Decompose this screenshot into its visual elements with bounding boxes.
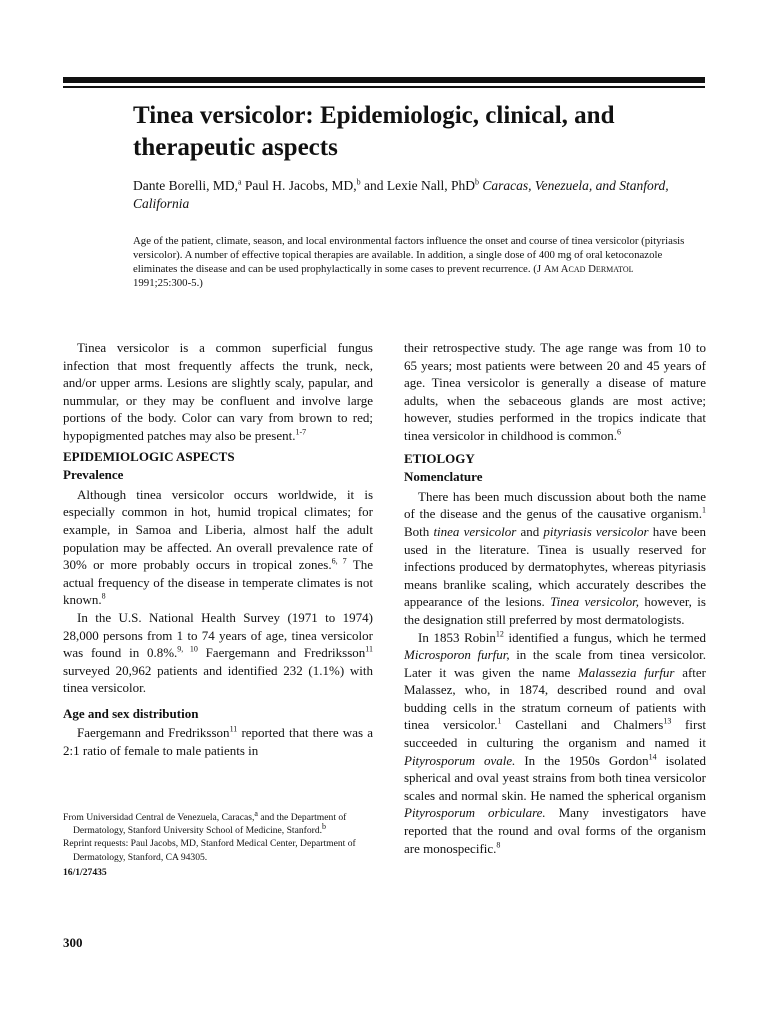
subheading-age-sex: Age and sex distribution [63,705,199,721]
abstract: Age of the patient, climate, season, and local environmental factors influence the onset and course of tinea versicolor (pityriasis versicolor). A number of effective topical therapies are available. In addition, a single dose of 400 mg of oral ketoconazole eliminates the disease and can be used prophylactically in some cases to prevent recurrence. (J Am Acad Dermatol 1991;25:300-5.) [133,235,685,289]
subheading-prevalence: Prevalence [63,467,124,483]
paragraph: There has been much discussion about both the name of the disease and the genus of the causative organism.$^1$ Both tinea versicolor and pityriasis versicolor have been used in the literature. Tinea is usually reserved for infections produced by dermatophytes, whereas pityriasis means branlike scaling, which accurately describes the appearance of the lesions. Tinea versicolor, however, is the designation still preferred by most dermatologists. [404,488,706,627]
journal-abbrev: Am Acad Dermatol [543,263,634,275]
section-heading-etiology: ETIOLOGY [404,450,475,466]
header-rule-thick [63,77,705,83]
article-code: 16/1/27435 [63,866,107,878]
paragraph: their retrospective study. The age range was from 10 to 65 years; most patients were between 20 and 45 years of age. Tinea versicolor is generally a disease of mature adults, when the sebaceous glands are most active; however, studies performed in the tropics indicate that tinea versicolor in childhood is common.$^6$ [404,340,706,443]
author-affiliation: Caracas, Venezuela, and Stanford, California [133,178,669,211]
paragraph: Although tinea versicolor occurs worldwide, it is especially common in hot, humid tropical climates; for example, in Samoa and Liberia, almost half the adult population may be affected. An overall prevalence rate of 30% or more probably occurs in tropical zones.$^{6, 7}$ The actual frequency of the disease in temperate climates is not known.$^8$ [63,486,373,608]
section-heading-epidemiologic: EPIDEMIOLOGIC ASPECTS [63,448,235,464]
article-title: Tinea versicolor: Epidemiologic, clinical, and therapeutic aspects [133,102,615,161]
paragraph: In the U.S. National Health Survey (1971 to 1974) 28,000 persons from 1 to 74 years of age, tinea versicolor was found in 0.8%.$^{9, 10}$ Faergemann and Fredriksson$^{11}$ surveyed 20,962 patients and identified 232 (1.1%) with tinea versicolor. [63,609,373,696]
page-number: 300 [63,935,83,950]
footnote-reprint: Reprint requests: Paul Jacobs, MD, Stanford Medical Center, Department of Dermatology, Stanford, CA 94305. [63,838,356,863]
subheading-nomenclature: Nomenclature [404,469,483,485]
paragraph: Faergemann and Fredriksson$^{11}$ reported that there was a 2:1 ratio of female to male patients in [63,725,373,759]
header-rule-thin [63,86,705,88]
footnotes [63,808,375,879]
right-column [404,339,706,857]
left-column [63,339,373,760]
author-line: Dante Borelli, MD,$^a$ Paul H. Jacobs, MD,$^b$ and Lexie Nall, PhD$^b$ Caracas, Venezuela, and Stanford, California [133,177,669,211]
paragraph: In 1853 Robin$^{12}$ identified a fungus, which he termed Microsporon furfur, in the scale from tinea versicolor. Later it was given the name Malassezia furfur after Malassez, who, in 1874, described round and oval budding cells in the stratum corneum of patients with tinea versicolor.$^1$ Castellani and Chalmers$^{13}$ first succeeded in culturing the organism and named it Pityrosporum ovale. In the 1950s Gordon$^{14}$ isolated spherical and oval yeast strains from both tinea versicolor scales and normal skin. He named the spherical organism Pityrosporum orbiculare. Many investigators have reported that the round and oval forms of the organism are monospecific.$^8$ [404,629,707,856]
footnote-affiliation: From Universidad Central de Venezuela, Caracas,$^a$ and the Department of Dermatology, Stanford University School of Medicine, Stanford.$^b$ [63,808,347,837]
intro-paragraph: Tinea versicolor is a common superficial fungus infection that most frequently affects the trunk, neck, and/or upper arms. Lesions are slightly scaly, papular, and nummular, or they may be confluent and involve large portions of the body. Color can vary from brown to red; hypopigmented patches may also be present.$^{1-7}$ [63,340,373,443]
